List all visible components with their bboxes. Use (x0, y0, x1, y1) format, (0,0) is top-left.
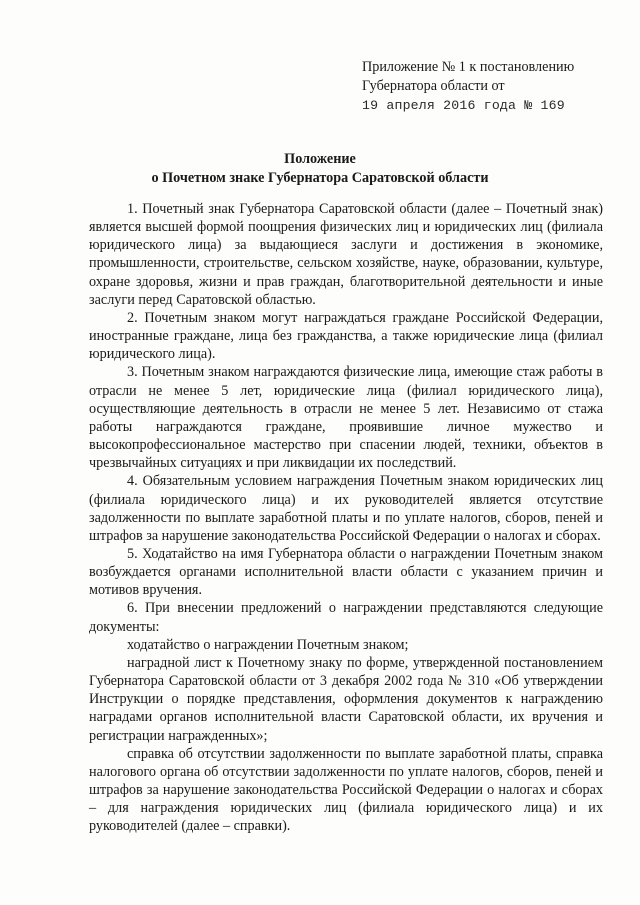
appendix-note (362, 58, 622, 115)
paragraph-6: 6. При внесении предложений о награждении представляются следующие документы: (89, 600, 603, 635)
title-line-2: о Почетном знаке Губернатора Саратовской области (151, 170, 489, 186)
document-title (0, 150, 640, 188)
list-item-petition: ходатайство о награждении Почетным знаком; (127, 636, 409, 653)
document-body (89, 200, 603, 835)
title-line-1: Положение (284, 151, 356, 167)
paragraph-2: 2. Почетным знаком могут награждаться граждане Российской Федерации, иностранные граждане, лица без гражданства, а также юридические лица (филиал юридического лица). (89, 309, 603, 363)
paragraph-1: 1. Почетный знак Губернатора Саратовской области (далее – Почетный знак) является высшей формой поощрения физических лиц и юридических лиц (филиала юридического лица) за выдающиеся заслуги и достижения в экономике, промышленности, строительстве, сельском хозяйстве, науке, образовании, культуре, охране здоровья, жизни и прав граждан, благотворительной деятельности и иные заслуги перед Саратовской областью. (89, 201, 603, 308)
paragraph-3: 3. Почетным знаком награждаются физические лица, имеющие стаж работы в отрасли не менее 5 лет, юридические лица (филиал юридического лица), осуществляющие деятельность в отрасли не менее 5 лет. Независимо от стажа работы награждаются граждане, проявившие личное мужество и высокопрофессиональное мастерство при спасении людей, техники, объектов в чрезвычайных ситуациях и при ликвидации их последствий. (89, 364, 603, 472)
appendix-line-1: Приложение № 1 к постановлению (362, 59, 575, 75)
appendix-line-2: Губернатора области от (362, 78, 505, 94)
paragraph-4: 4. Обязательным условием награждения Почетным знаком юридических лиц (филиала юридического лица) и их руководителей является отсутствие задолженности по выплате заработной платы и по уплате налогов, сборов, пеней и штрафов за нарушение законодательства Российской Федерации о налогах и сборах. (89, 473, 603, 544)
paragraph-5: 5. Ходатайство на имя Губернатора области о награждении Почетным знаком возбуждается органами исполнительной власти области с указанием причин и мотивов вручения. (89, 545, 603, 599)
appendix-date-stamp: 19 апреля 2016 года № 169 (362, 98, 565, 113)
list-item-award-sheet: наградной лист к Почетному знаку по форме, утвержденной постановлением Губернатора Саратовской области от 3 декабря 2002 года № 310 «Об утверждении Инструкции о порядке представления, оформления документов к награждению наградами органов исполнительной власти Саратовской области, их вручения и регистрации награжденных»; (89, 654, 603, 744)
list-item-certificates: справка об отсутствии задолженности по выплате заработной платы, справка налогового органа об отсутствии задолженности по уплате налогов, сборов, пеней и штрафов за нарушение законодательства Российской Федерации о налогах и сборах – для награждения юридических лиц (филиала юридического лица) и их руководителей (далее – справки). (89, 745, 603, 835)
